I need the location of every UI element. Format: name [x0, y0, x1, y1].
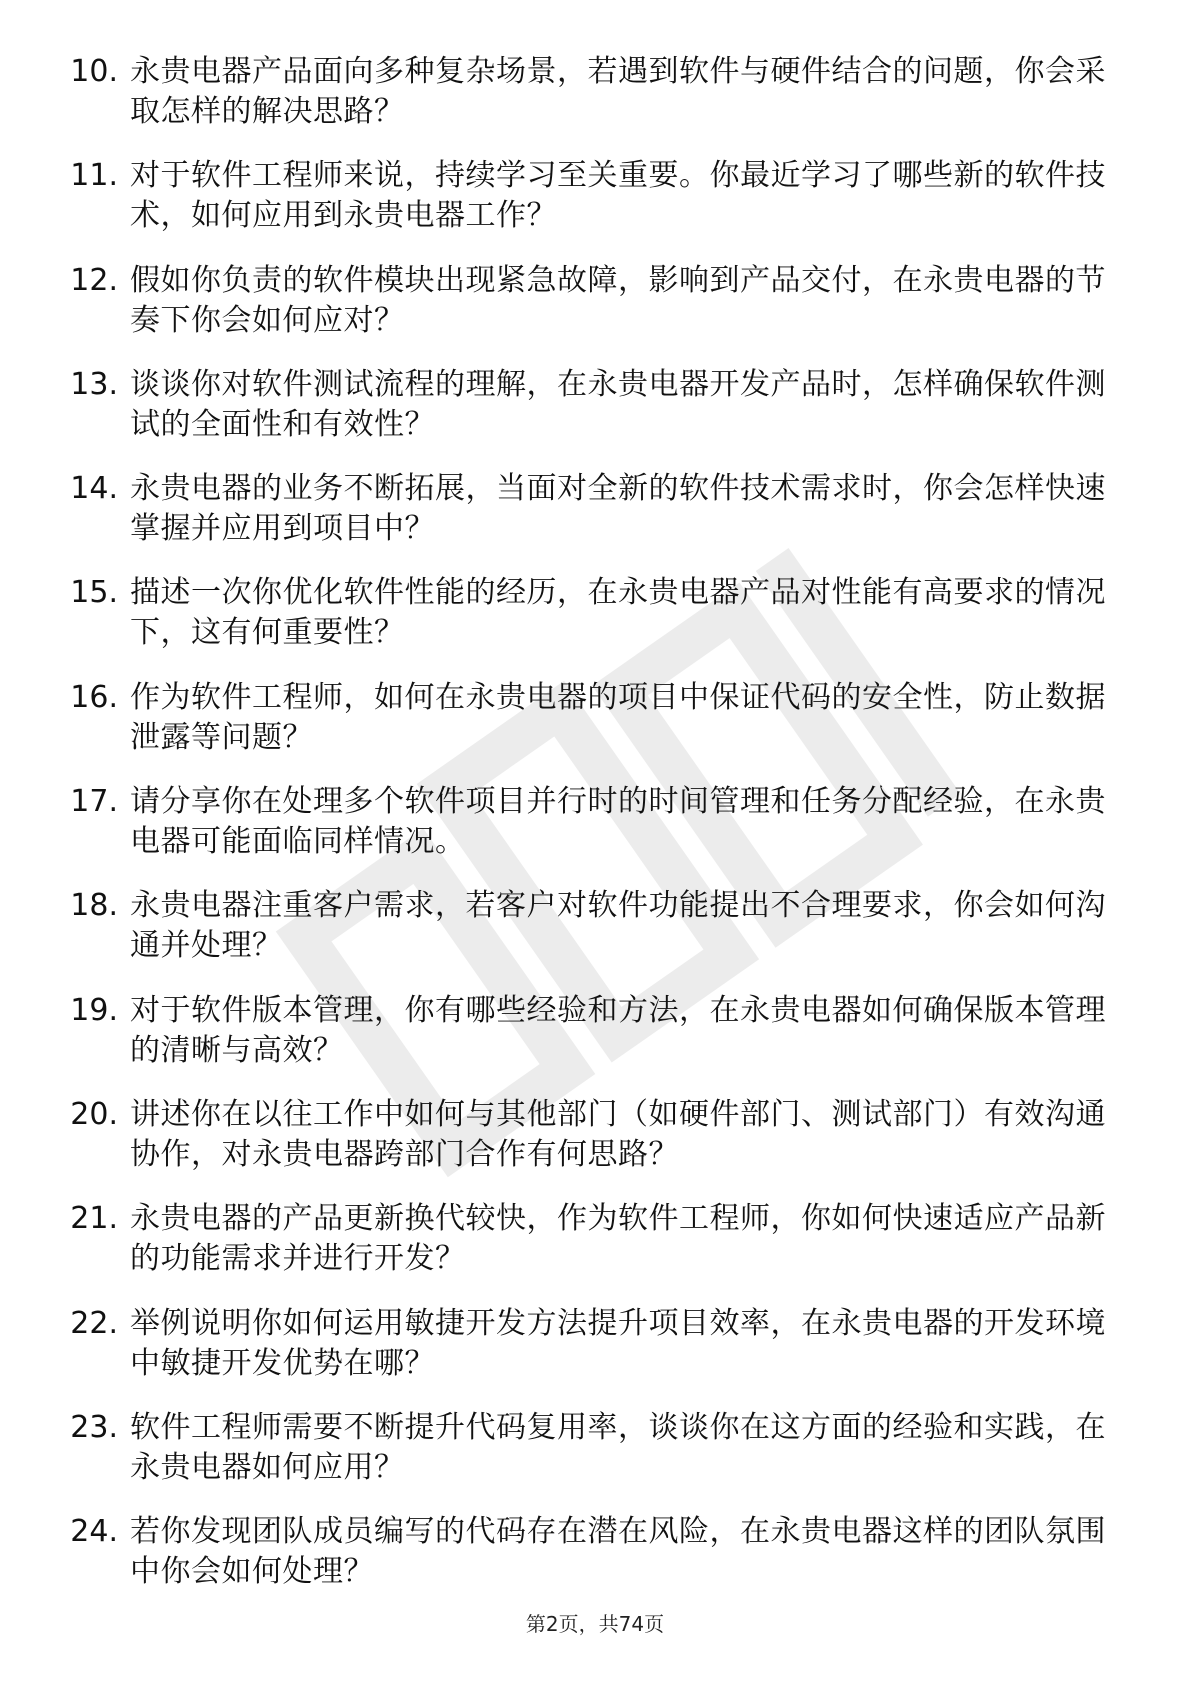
question-item — [60, 1304, 1120, 1386]
question-number: 18. — [70, 888, 118, 924]
question-number: 16. — [70, 679, 118, 715]
question-text: 描述一次你优化软件性能的经历，在永贵电器产品对性能有高要求的情况下，这有何重要性？ — [130, 575, 1106, 651]
question-item — [60, 52, 1120, 134]
question-number: 22. — [70, 1305, 118, 1341]
question-text: 永贵电器产品面向多种复杂场景，若遇到软件与硬件结合的问题，你会采取怎样的解决思路？ — [130, 54, 1106, 129]
question-text: 永贵电器的业务不断拓展，当面对全新的软件技术需求时，你会怎样快速掌握并应用到项目中？ — [130, 471, 1106, 547]
question-text: 软件工程师需要不断提升代码复用率，谈谈你在这方面的经验和实践，在永贵电器如何应用？ — [130, 1409, 1106, 1485]
question-item — [60, 1512, 1120, 1594]
question-text: 对于软件版本管理，你有哪些经验和方法，在永贵电器如何确保版本管理的清晰与高效？ — [130, 992, 1106, 1068]
question-text: 举例说明你如何运用敏捷开发方法提升项目效率，在永贵电器的开发环境中敏捷开发优势在哪？ — [130, 1305, 1106, 1381]
question-number: 12. — [70, 262, 118, 298]
question-item — [60, 886, 1120, 968]
question-number: 17. — [70, 784, 118, 820]
question-number: 24. — [70, 1514, 118, 1550]
question-item — [60, 573, 1120, 655]
question-text: 讲述你在以往工作中如何与其他部门（如硬件部门、测试部门）有效沟通协作，对永贵电器跨部门合作有何思路？ — [130, 1096, 1106, 1172]
question-item — [60, 1095, 1120, 1177]
question-item — [60, 782, 1120, 864]
question-text: 永贵电器的产品更新换代较快，作为软件工程师，你如何快速适应产品新的功能需求并进行开发？ — [130, 1201, 1106, 1277]
question-number: 14. — [70, 471, 118, 507]
question-item — [60, 1408, 1120, 1490]
question-item — [60, 469, 1120, 551]
question-text: 作为软件工程师，如何在永贵电器的项目中保证代码的安全性，防止数据泄露等问题？ — [130, 679, 1106, 755]
question-number: 23. — [70, 1409, 118, 1445]
question-item — [60, 156, 1120, 238]
question-text: 假如你负责的软件模块出现紧急故障，影响到产品交付，在永贵电器的节奏下你会如何应对？ — [130, 262, 1106, 338]
question-number: 10. — [70, 54, 118, 89]
question-number: 21. — [70, 1201, 118, 1237]
page-number: 第2页，共74页 — [525, 1612, 665, 1636]
question-list — [60, 52, 1120, 1616]
question-number: 13. — [70, 366, 118, 402]
question-item — [60, 365, 1120, 447]
question-number: 11. — [70, 158, 118, 194]
question-item — [60, 261, 1120, 343]
question-number: 20. — [70, 1096, 118, 1132]
question-text: 对于软件工程师来说，持续学习至关重要。你最近学习了哪些新的软件技术，如何应用到永贵电器工作？ — [130, 158, 1106, 234]
question-item — [60, 1199, 1120, 1281]
question-number: 19. — [70, 992, 118, 1028]
question-item — [60, 678, 1120, 760]
question-text: 请分享你在处理多个软件项目并行时的时间管理和任务分配经验，在永贵电器可能面临同样情况。 — [130, 784, 1106, 860]
question-text: 谈谈你对软件测试流程的理解，在永贵电器开发产品时，怎样确保软件测试的全面性和有效性？ — [130, 366, 1106, 442]
question-item — [60, 991, 1120, 1073]
question-text: 若你发现团队成员编写的代码存在潜在风险，在永贵电器这样的团队氛围中你会如何处理？ — [130, 1514, 1106, 1590]
question-number: 15. — [70, 575, 118, 611]
question-text: 永贵电器注重客户需求，若客户对软件功能提出不合理要求，你会如何沟通并处理？ — [130, 888, 1106, 964]
